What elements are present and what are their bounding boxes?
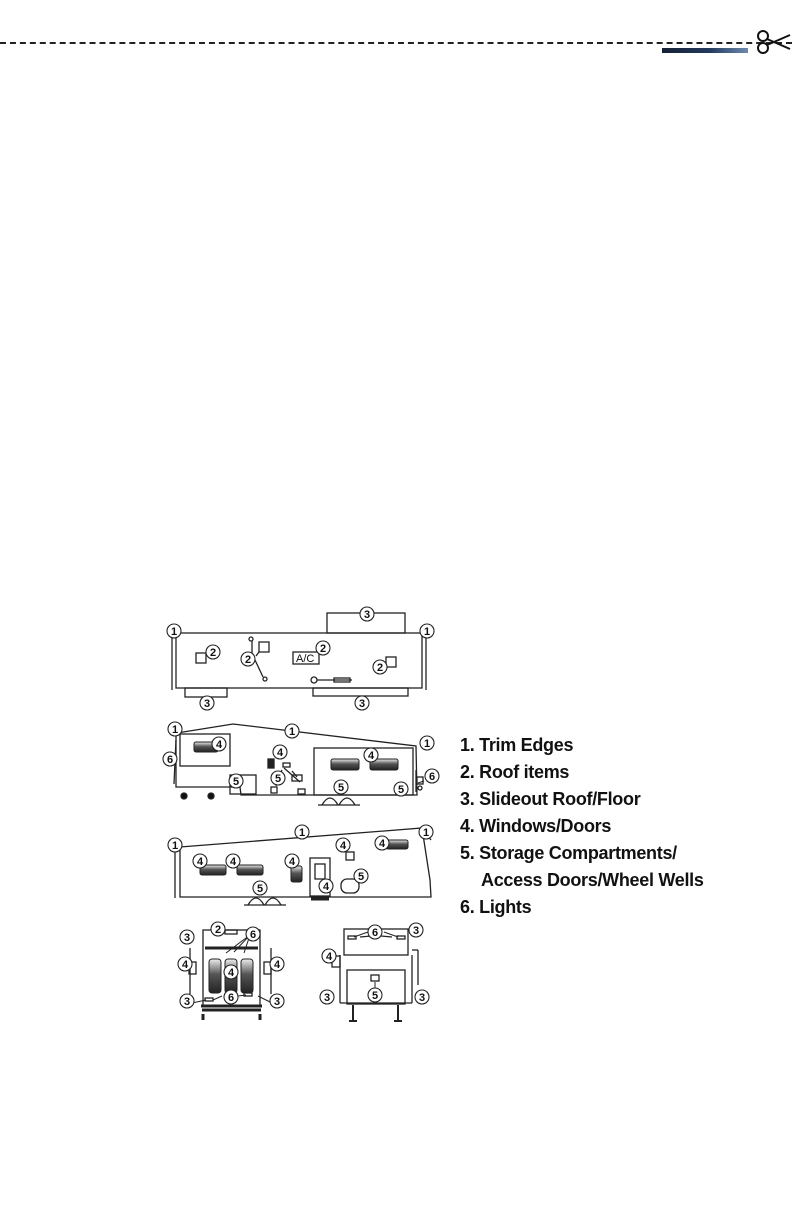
callout-4	[226, 854, 240, 868]
callout-6	[368, 925, 382, 939]
legend-item	[460, 732, 704, 759]
legend-item-number: 3.	[460, 789, 475, 809]
callout-5	[334, 780, 348, 794]
callout-3	[355, 696, 369, 710]
callout-6	[224, 990, 238, 1004]
callout-number: 1	[171, 724, 179, 736]
callout-2	[206, 645, 220, 659]
callout-number: 6	[371, 927, 379, 939]
callout-number: 1	[170, 626, 178, 638]
legend-item-text: Windows/Doors	[474, 816, 612, 836]
callout-number: 5	[232, 776, 240, 788]
callout-number: 5	[371, 990, 379, 1002]
callout-6	[425, 769, 439, 783]
legend-item-number: 2.	[460, 762, 475, 782]
callout-number: 4	[229, 856, 237, 868]
legend-item	[460, 759, 704, 786]
callout-number: 3	[183, 932, 191, 944]
callout-number: 4	[288, 856, 296, 868]
legend-item	[460, 840, 704, 894]
callout-1	[167, 624, 181, 638]
callout-4	[364, 748, 378, 762]
legend-item	[460, 813, 704, 840]
callout-2	[316, 641, 330, 655]
callout-6	[246, 927, 260, 941]
callout-number: 5	[337, 782, 345, 794]
legend-item-continuation: Access Doors/Wheel Wells	[481, 870, 704, 890]
callout-1	[168, 838, 182, 852]
callout-number: 4	[339, 840, 347, 852]
legend-item-number: 1.	[460, 735, 475, 755]
callout-4	[375, 836, 389, 850]
cut-line	[0, 42, 792, 44]
callout-number: 1	[422, 827, 430, 839]
callout-4	[285, 854, 299, 868]
callout-5	[271, 771, 285, 785]
header-accent-bar	[662, 48, 748, 53]
callout-bubbles	[163, 607, 439, 1008]
callout-number: 3	[183, 996, 191, 1008]
callout-number: 6	[428, 771, 436, 783]
callout-number: 4	[227, 967, 235, 979]
callout-3	[415, 990, 429, 1004]
callout-5	[394, 782, 408, 796]
callout-3	[320, 990, 334, 1004]
callout-1	[295, 825, 309, 839]
callout-2	[241, 652, 255, 666]
callout-3	[180, 930, 194, 944]
callout-number: 1	[288, 726, 296, 738]
callout-5	[354, 869, 368, 883]
callout-number: 5	[397, 784, 405, 796]
callout-number: 2	[319, 643, 327, 655]
callout-number: 5	[357, 871, 365, 883]
callout-4	[273, 745, 287, 759]
callout-4	[193, 854, 207, 868]
legend-item-text: Storage Compartments/	[474, 843, 677, 863]
callout-number: 5	[274, 773, 282, 785]
callout-1	[419, 825, 433, 839]
callout-number: 2	[209, 647, 217, 659]
callout-number: 4	[276, 747, 284, 759]
callout-4	[224, 965, 238, 979]
callout-number: 1	[171, 840, 179, 852]
front-view	[332, 929, 418, 1021]
callout-number: 1	[298, 827, 306, 839]
legend-item-number: 6.	[460, 897, 475, 917]
callout-number: 3	[418, 992, 426, 1004]
callout-3	[409, 923, 423, 937]
legend-item-text: Slideout Roof/Floor	[474, 789, 641, 809]
callout-number: 4	[378, 838, 386, 850]
callout-number: 3	[358, 698, 366, 710]
callout-number: 5	[256, 883, 264, 895]
callout-number: 6	[249, 929, 257, 941]
callout-3	[200, 696, 214, 710]
ac-label: A/C	[296, 653, 315, 665]
callout-number: 4	[322, 881, 330, 893]
legend-item	[460, 894, 704, 921]
callout-number: 4	[273, 959, 281, 971]
callout-number: 6	[166, 754, 174, 766]
callout-number: 1	[423, 626, 431, 638]
callout-4	[336, 838, 350, 852]
callout-4	[319, 879, 333, 893]
callout-number: 6	[227, 992, 235, 1004]
callout-3	[270, 994, 284, 1008]
callout-5	[368, 988, 382, 1002]
callout-number: 4	[367, 750, 375, 762]
callout-number: 4	[325, 951, 333, 963]
callout-3	[180, 994, 194, 1008]
callout-3	[360, 607, 374, 621]
legend-item-text: Lights	[474, 897, 532, 917]
callout-6	[163, 752, 177, 766]
callout-1	[285, 724, 299, 738]
legend-item-text: Roof items	[474, 762, 570, 782]
legend	[460, 732, 704, 921]
callout-number: 3	[363, 609, 371, 621]
legend-item-number: 4.	[460, 816, 475, 836]
callout-number: 3	[203, 698, 211, 710]
callout-number: 4	[215, 739, 223, 751]
callout-number: 2	[214, 924, 222, 936]
callout-number: 4	[181, 959, 189, 971]
scissors-icon	[756, 27, 792, 57]
callout-number: 1	[423, 738, 431, 750]
callout-number: 2	[376, 662, 384, 674]
callout-4	[212, 737, 226, 751]
callout-1	[168, 722, 182, 736]
legend-item-number: 5.	[460, 843, 475, 863]
rv-maintenance-diagram	[150, 600, 450, 1030]
callout-5	[253, 881, 267, 895]
legend-item	[460, 786, 704, 813]
callout-2	[373, 660, 387, 674]
callout-1	[420, 624, 434, 638]
callout-4	[178, 957, 192, 971]
callout-5	[229, 774, 243, 788]
callout-number: 4	[196, 856, 204, 868]
callout-1	[420, 736, 434, 750]
callout-4	[322, 949, 336, 963]
callout-number: 3	[323, 992, 331, 1004]
callout-4	[270, 957, 284, 971]
callout-number: 3	[412, 925, 420, 937]
callout-number: 2	[244, 654, 252, 666]
callout-2	[211, 922, 225, 936]
callout-number: 3	[273, 996, 281, 1008]
legend-item-text: Trim Edges	[474, 735, 574, 755]
